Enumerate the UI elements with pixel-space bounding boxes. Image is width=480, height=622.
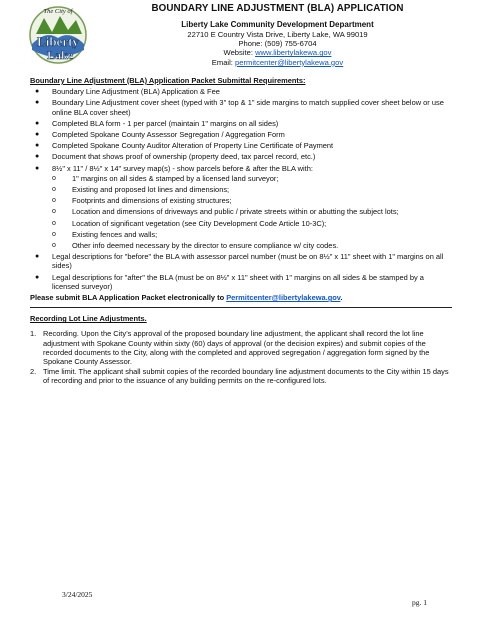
document-body — [30, 76, 452, 387]
bullet-icon: ● — [35, 119, 40, 127]
submit-end: . — [340, 293, 343, 303]
list-item — [30, 87, 452, 96]
requirement-text: Legal descriptions for "before" the BLA with assessor parcel number (must be on 8½" x 11" sheet with 1" margins on all sides) — [52, 252, 444, 271]
requirement-text: Document that shows proof of ownership (property deed, tax parcel record, etc.) — [52, 152, 316, 162]
logo-top-text: The City of — [43, 8, 73, 15]
sub-requirement-text: Other info deemed necessary by the director to ensure compliance w/ city codes. — [72, 241, 339, 251]
submit-text: Please submit BLA Application Packet electronically to — [30, 293, 227, 303]
list-item — [30, 152, 452, 161]
bullet-icon: ● — [35, 88, 40, 96]
list-item — [30, 329, 452, 366]
logo-name-line2: Lake — [46, 48, 74, 62]
bullet-icon: ● — [35, 273, 40, 281]
bullet-icon: ● — [35, 253, 40, 261]
list-item — [52, 230, 452, 239]
email-link[interactable]: permitcenter@libertylakewa.gov — [235, 57, 344, 67]
circle-bullet-icon: o — [52, 174, 56, 182]
email-label: Email: — [211, 57, 236, 67]
list-item — [52, 185, 452, 194]
circle-bullet-icon: o — [52, 208, 56, 216]
list-item — [30, 98, 452, 116]
requirement-text: Boundary Line Adjustment cover sheet (typed with 3" top & 1" side margins to match supplied cover sheet below or use online BLA cover sheet) — [52, 98, 444, 117]
survey-map-sublist — [52, 174, 452, 250]
list-item — [30, 164, 452, 251]
website-line — [95, 48, 460, 57]
requirements-list — [30, 87, 452, 291]
requirement-text: Completed Spokane County Assessor Segregation / Aggregation Form — [52, 130, 285, 140]
step-number: 1. — [30, 329, 37, 339]
revision-date: 3/24/2025 — [62, 590, 93, 599]
department-name: Liberty Lake Community Development Department — [181, 20, 374, 29]
step-number: 2. — [30, 367, 37, 377]
list-item — [52, 241, 452, 250]
submit-instructions — [30, 293, 452, 302]
bullet-icon: ● — [35, 164, 40, 172]
step-text: Recording. Upon the City’s approval of the proposed boundary line adjustment, the applicant shall record the lot line adjustment with Spokane County within sixty (60) days of approval (or the decision expires) and submit copies of the recorded documents to the City, along with the completed and approved segregation / aggregation form signed by the Spokane County Assessor. — [43, 329, 430, 367]
requirement-text: Boundary Line Adjustment (BLA) Application & Fee — [52, 87, 220, 97]
requirement-text: 8½" x 11" / 8½" x 14" survey map(s) - show parcels before & after the BLA with: — [52, 163, 313, 173]
email-line — [95, 58, 460, 67]
document-header — [95, 3, 460, 67]
list-item — [30, 367, 452, 385]
circle-bullet-icon: o — [52, 197, 56, 205]
permit-center-email-link[interactable]: Permitcenter@libertylakewa.gov — [226, 293, 341, 303]
sub-requirement-text: Footprints and dimensions of existing structures; — [72, 196, 232, 206]
circle-bullet-icon: o — [52, 230, 56, 238]
requirement-text: Completed BLA form - 1 per parcel (maintain 1" margins on all sides) — [52, 118, 279, 128]
bullet-icon: ● — [35, 153, 40, 161]
list-item — [52, 207, 452, 216]
recording-steps — [30, 329, 452, 385]
document-title: BOUNDARY LINE ADJUSTMENT (BLA) APPLICATION — [151, 3, 404, 14]
list-item — [52, 196, 452, 205]
list-item — [52, 219, 452, 228]
city-logo-graphic — [28, 4, 88, 66]
sub-requirement-text: Location of significant vegetation (see City Development Code Article 10-3C); — [72, 218, 327, 228]
page-number: pg. 1 — [412, 598, 427, 607]
list-item — [30, 130, 452, 139]
list-item — [30, 141, 452, 150]
sub-requirement-text: Existing fences and walls; — [72, 229, 158, 239]
bullet-icon: ● — [35, 131, 40, 139]
requirement-text: Legal descriptions for "after" the BLA (must be on 8½" x 11" sheet with 1" margins on all sides & be stamped by a licensed surveyor) — [52, 272, 424, 291]
list-item — [30, 252, 452, 270]
section-divider — [30, 307, 452, 308]
step-text: Time limit. The applicant shall submit copies of the recorded boundary line adjustment documents to the City within 15 days of recording and prior to the issuance of any building permits on the re-configured lots. — [43, 367, 449, 386]
department-address: 22710 E Country Vista Drive, Liberty Lake, WA 99019 — [187, 29, 368, 39]
logo-name-line1: Liberty — [37, 34, 79, 49]
list-item — [30, 119, 452, 128]
sub-requirement-text: Existing and proposed lot lines and dimensions; — [72, 185, 230, 195]
sub-requirement-text: 1" margins on all sides & stamped by a licensed land surveyor; — [72, 173, 279, 183]
list-item — [52, 174, 452, 183]
circle-bullet-icon: o — [52, 219, 56, 227]
bullet-icon: ● — [35, 99, 40, 107]
circle-bullet-icon: o — [52, 186, 56, 194]
sub-requirement-text: Location and dimensions of driveways and public / private streets within or abutting the subject lots; — [72, 207, 399, 217]
list-item — [30, 273, 452, 291]
city-logo — [28, 4, 88, 66]
bullet-icon: ● — [35, 142, 40, 150]
recording-heading: Recording Lot Line Adjustments. — [30, 314, 147, 324]
requirements-heading: Boundary Line Adjustment (BLA) Application Packet Submittal Requirements: — [30, 76, 306, 85]
website-label: Website: — [223, 48, 256, 58]
website-link[interactable]: www.libertylakewa.gov — [255, 48, 332, 58]
requirement-text: Completed Spokane County Auditor Alteration of Property Line Certificate of Payment — [52, 141, 334, 151]
circle-bullet-icon: o — [52, 242, 56, 250]
department-phone: Phone: (509) 755-6704 — [238, 39, 317, 48]
